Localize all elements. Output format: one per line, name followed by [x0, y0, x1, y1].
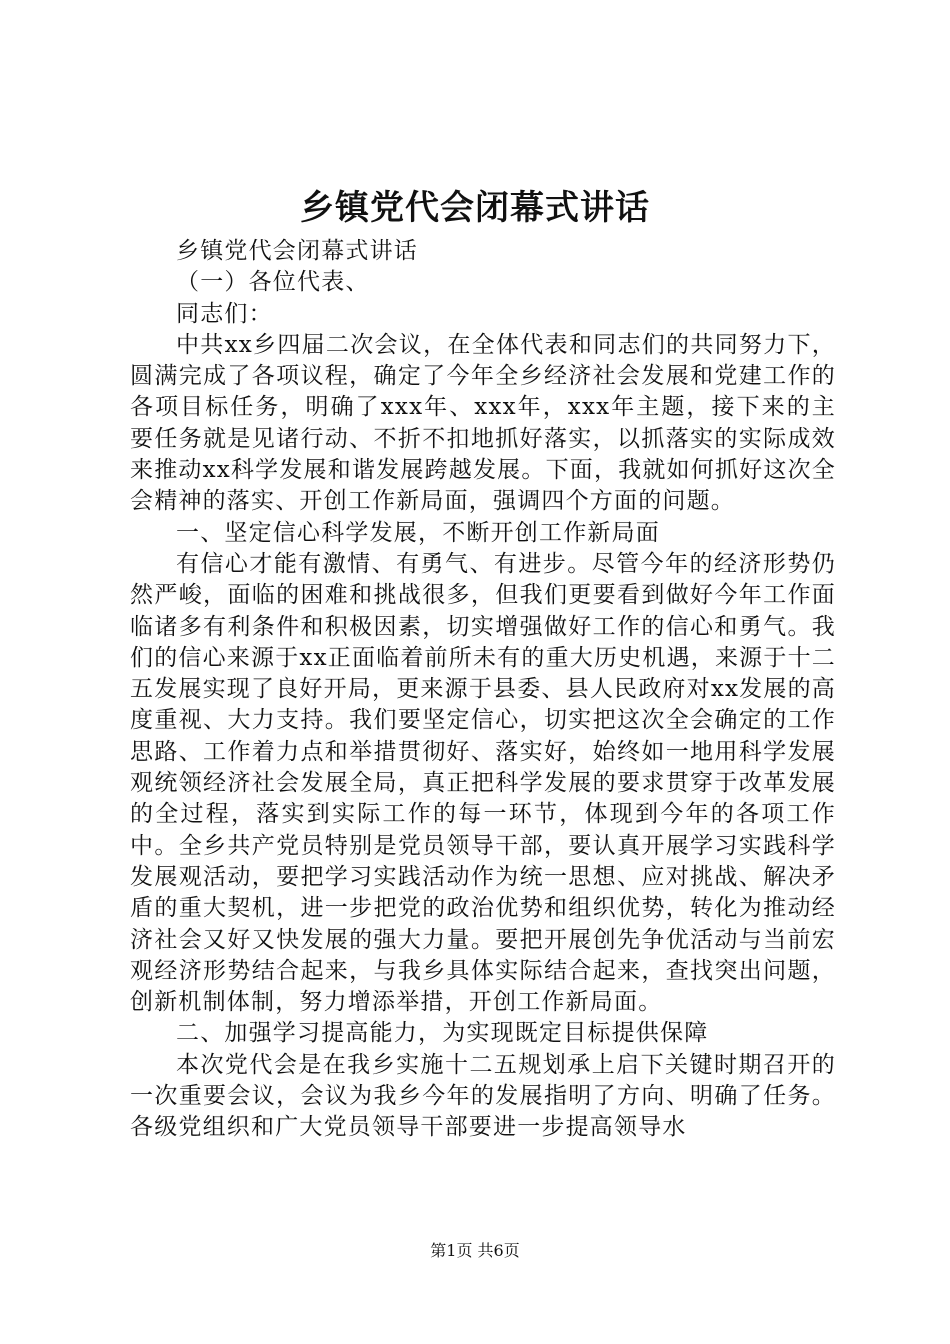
paragraph-heading-repeat: 乡镇党代会闭幕式讲话 [176, 238, 418, 264]
document-title: 乡镇党代会闭幕式讲话 [300, 188, 650, 228]
paragraph-salutation-1: （一）各位代表、 [176, 269, 370, 296]
paragraph-intro: 中共xx乡四届二次会议，在全体代表和同志们的共同努力下，圆满完成了各项议程，确定了今年全乡经济社会发展和党建工作的各项目标任务，明确了xxx年、xxx年，xxx年主题，接下来的主要任务就是见诸行动、不折不扣地抓好落实，以抓落实的实际成效来推动xx科学发展和谐发展跨越发展。下面，我就如何抓好这次全会精神的落实、开创工作新局面，强调四个方面的问题。 [130, 331, 836, 515]
section-heading-1: 一、坚定信心科学发展，不断开创工作新局面 [176, 519, 660, 546]
document-body [130, 236, 836, 1144]
paragraph-section-2: 本次党代会是在我乡实施十二五规划承上启下关键时期召开的一次重要会议，会议为我乡今年的发展指明了方向、明确了任务。各级党组织和广大党员领导干部要进一步提高领导水 [130, 1051, 836, 1141]
paragraph-section-1: 有信心才能有激情、有勇气、有进步。尽管今年的经济形势仍然严峻，面临的困难和挑战很多，但我们更要看到做好今年工作面临诸多有利条件和积极因素，切实增强做好工作的信心和勇气。我们的信心来源于xx正面临着前所未有的重大历史机遇，来源于十二五发展实现了良好开局，更来源于县委、县人民政府对xx发展的高度重视、大力支持。我们要坚定信心，切实把这次全会确定的工作思路、工作着力点和举措贯彻好、落实好，始终如一地用科学发展观统领经济社会发展全局，真正把科学发展的要求贯穿于改革发展的全过程，落实到实际工作的每一环节，体现到今年的各项工作中。全乡共产党员特别是党员领导干部，要认真开展学习实践科学发展观活动，要把学习实践活动作为统一思想、应对挑战、解决矛盾的重大契机，进一步把党的政治优势和组织优势，转化为推动经济社会又好又快发展的强大力量。要把开展创先争优活动与当前宏观经济形势结合起来，与我乡具体实际结合起来，查找突出问题，创新机制体制，努力增添举措，开创工作新局面。 [130, 550, 836, 1016]
page-footer: 第1页 共6页 [430, 1241, 520, 1260]
section-heading-2: 二、加强学习提高能力，为实现既定目标提供保障 [176, 1020, 709, 1047]
paragraph-salutation-2: 同志们： [176, 300, 273, 327]
